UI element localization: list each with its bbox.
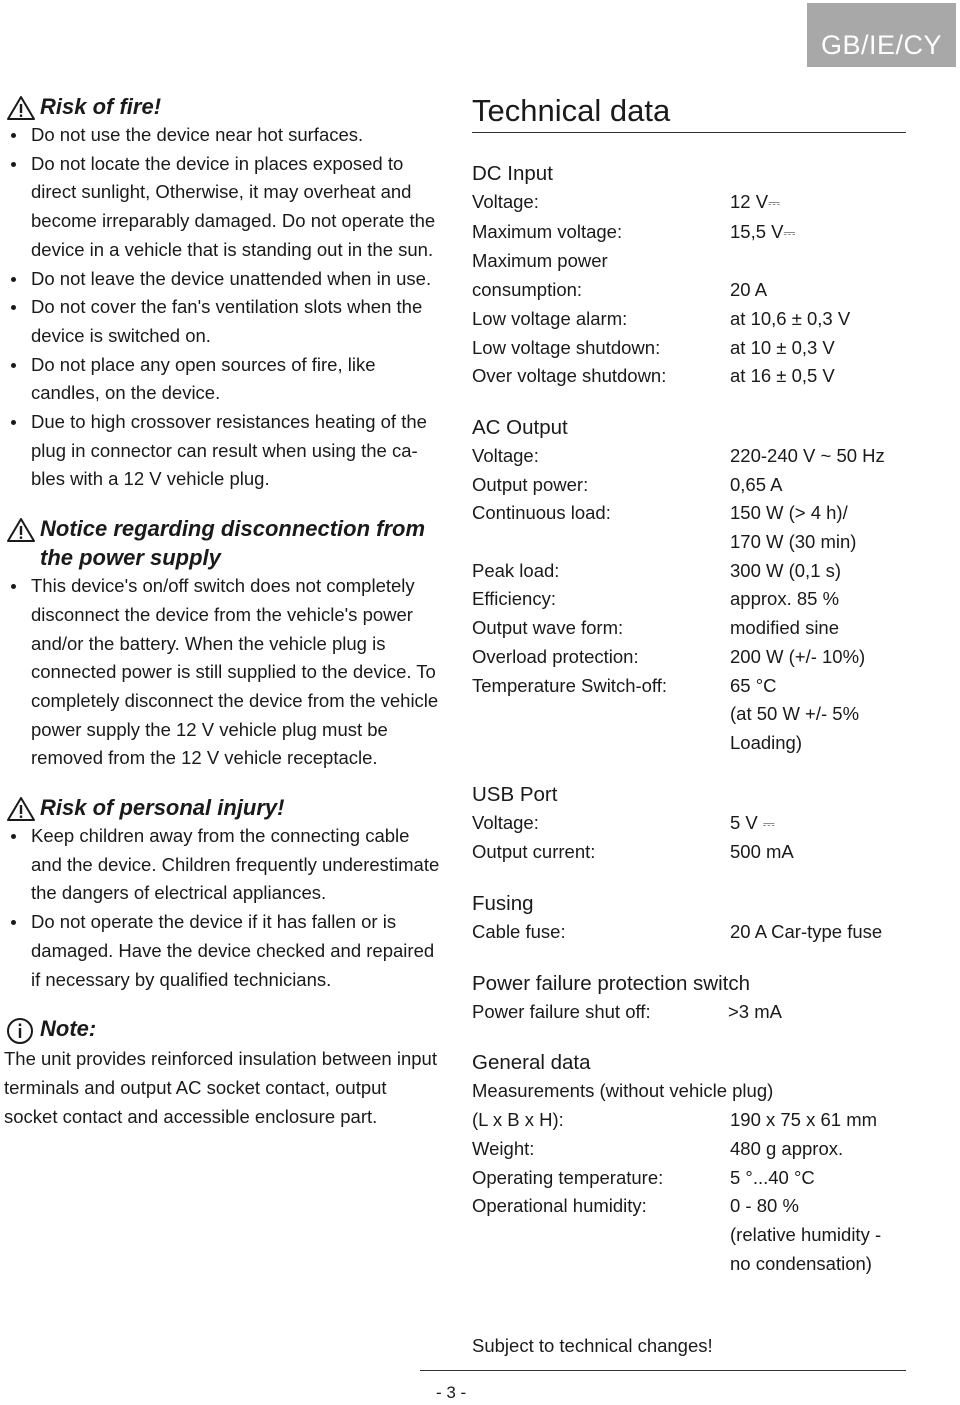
spec-label: Peak load:: [472, 559, 560, 581]
spec-value: 300 W (0,1 s): [730, 559, 842, 581]
spec-value: 5 °...40 °C: [730, 1166, 815, 1188]
spec-value: 65 °C: [730, 674, 777, 696]
spec-row: [472, 188, 906, 218]
spec-value: 0,65 A: [730, 473, 783, 495]
power-failure-section: [472, 969, 906, 1027]
list-item: Do not locate the device in places exposed to direct sunlight, Otherwise, it may overheat and become irreparably damaged. Do not operate the device in a vehicle that is standing out in the sun.: [4, 150, 444, 265]
spec-value-text: 12 V: [730, 191, 769, 212]
spec-value: [730, 247, 906, 276]
spec-label: [472, 700, 730, 729]
section-title: Fusing: [472, 892, 534, 916]
warning-triangle-icon: [6, 95, 36, 121]
spec-label: (L x B x H):: [472, 1109, 564, 1131]
section-title: AC Output: [472, 415, 568, 439]
spec-label: Temperature Switch-off:: [472, 674, 668, 696]
spec-value: 0 - 80 %: [730, 1195, 799, 1217]
spec-row: [472, 528, 906, 557]
spec-row: [472, 1192, 906, 1221]
notice-list: [4, 572, 444, 773]
spec-row: [472, 499, 906, 528]
spec-value: 500 mA: [730, 841, 794, 863]
spec-value: modified sine: [730, 617, 840, 639]
warning-triangle-icon: [6, 517, 36, 543]
spec-value: 150 W (> 4 h)/: [730, 502, 848, 524]
spec-row: [472, 557, 906, 586]
dc-symbol-icon: ⎓: [768, 194, 780, 212]
spec-row: [472, 1106, 906, 1135]
spec-label: Weight:: [472, 1137, 535, 1159]
language-tab: [807, 3, 956, 67]
spec-label: [472, 1250, 730, 1279]
risk-injury-title: Risk of personal injury!: [40, 795, 285, 821]
spec-value: 190 x 75 x 61 mm: [730, 1109, 878, 1131]
spec-row: [472, 1164, 906, 1193]
spec-row: [472, 442, 906, 471]
spec-value-text: 5 V: [730, 811, 758, 833]
ac-output-section: [472, 413, 906, 758]
section-title: Power failure protection switch: [472, 971, 751, 995]
spec-row: [472, 918, 906, 947]
technical-data-title: Technical data: [472, 92, 906, 133]
spec-row: [472, 362, 906, 391]
spec-value: 20 A Car-type fuse: [730, 921, 883, 943]
spec-label: Maximum power: [472, 250, 608, 272]
spec-row: [472, 1135, 906, 1164]
spec-label: [472, 1221, 730, 1250]
spec-label: Measurements (without vehicle plug): [472, 1080, 774, 1102]
spec-label: Low voltage alarm:: [472, 307, 628, 329]
language-tab-label: GB/IE/CY: [820, 30, 943, 60]
spec-value-text: 15,5 V: [730, 220, 784, 242]
spec-label: Output current:: [472, 841, 596, 863]
spec-label: Efficiency:: [472, 588, 556, 610]
list-item: Due to high crossover resistances heating of the plug in connector can result when using the ca-bles with a 12 V vehicle plug.: [4, 408, 444, 494]
notice-title: [40, 514, 444, 572]
subject-to-changes: Subject to technical changes!: [472, 1335, 713, 1356]
spec-value: 170 W (30 min): [730, 531, 857, 553]
spec-value: 20 A: [730, 279, 768, 301]
note-title: Note:: [40, 1016, 97, 1042]
spec-label: Low voltage shutdown:: [472, 336, 661, 358]
spec-value: (relative humidity -: [730, 1223, 882, 1245]
spec-row: [472, 672, 906, 701]
list-item: Do not use the device near hot surfaces.: [4, 121, 444, 150]
spec-label: Operational humidity:: [472, 1195, 647, 1217]
dc-symbol-icon: ⎓: [762, 814, 774, 833]
list-item: Do not place any open sources of fire, like candles, on the device.: [4, 351, 444, 408]
spec-label: Operating temperature:: [472, 1166, 664, 1188]
spec-row: [472, 247, 906, 276]
spec-row: [472, 1077, 906, 1106]
spec-row: [472, 334, 906, 363]
spec-value: [730, 809, 906, 839]
spec-row: [472, 305, 906, 334]
spec-row: [472, 218, 906, 248]
notice-title-line1: Notice regarding disconnection from: [40, 516, 426, 542]
spec-label: Cable fuse:: [472, 921, 566, 943]
list-item: Keep children away from the connecting cable and the device. Children frequently underestimate the dangers of electrical appliances.: [4, 822, 444, 908]
note-text: The unit provides reinforced insulation between input terminals and output AC socket contact, output socket contact and accessible enclosure part.: [4, 1048, 437, 1127]
risk-fire-title: Risk of fire!: [40, 94, 162, 119]
spec-value: 480 g approx.: [730, 1137, 844, 1159]
left-column: [4, 92, 444, 1131]
spec-row: [472, 838, 906, 867]
fusing-section: [472, 889, 906, 947]
spec-row: [472, 998, 906, 1027]
spec-label: consumption:: [472, 279, 583, 301]
spec-label: Continuous load:: [472, 502, 611, 524]
spec-row: [472, 643, 906, 672]
notice-heading: [6, 514, 444, 572]
section-title: General data: [472, 1051, 591, 1075]
spec-value: 200 W (+/- 10%): [730, 645, 866, 667]
spec-value: Loading): [730, 731, 803, 753]
dc-symbol-icon: ⎓: [783, 223, 795, 242]
section-title: DC Input: [472, 162, 553, 185]
spec-row: [472, 809, 906, 839]
spec-label: [472, 729, 730, 758]
spec-value: >3 mA: [728, 1000, 782, 1022]
spec-label: Voltage:: [472, 191, 539, 212]
footer-divider: [420, 1370, 906, 1371]
spec-row: [472, 585, 906, 614]
list-item: Do not cover the fan's ventilation slots when the device is switched on.: [4, 293, 444, 350]
spec-row: [472, 700, 906, 729]
spec-value: no condensation): [730, 1252, 872, 1274]
spec-row: [472, 276, 906, 305]
spec-row: [472, 614, 906, 643]
notice-title-line2: the power supply: [40, 545, 221, 571]
spec-label: Voltage:: [472, 811, 539, 833]
general-data-section: [472, 1048, 906, 1278]
list-item: Do not operate the device if it has fallen or is damaged. Have the device checked and repaired if necessary by qualified technicians.: [4, 908, 444, 994]
spec-label: Overload protection:: [472, 645, 639, 667]
spec-label: Power failure shut off:: [472, 1000, 651, 1022]
spec-row: [472, 1221, 906, 1250]
risk-injury-list: [4, 822, 444, 994]
dc-input-section: [472, 159, 906, 391]
spec-label: Output wave form:: [472, 617, 624, 639]
section-title: USB Port: [472, 782, 558, 806]
spec-value: [730, 188, 906, 218]
warning-triangle-icon: [6, 796, 36, 822]
risk-fire-heading: [6, 92, 444, 121]
page-number: - 3 -: [436, 1383, 467, 1402]
info-icon: [6, 1017, 36, 1045]
spec-value: at 10 ± 0,3 V: [730, 336, 835, 358]
usb-port-section: [472, 780, 906, 867]
spec-label: Output power:: [472, 473, 589, 495]
note-heading: [6, 1014, 444, 1045]
spec-row: [472, 471, 906, 500]
spec-value: 220-240 V ~ 50 Hz: [730, 444, 885, 466]
risk-injury-heading: [6, 793, 444, 822]
spec-value: approx. 85 %: [730, 588, 840, 610]
list-item: Do not leave the device unattended when in use.: [4, 265, 444, 294]
right-column: [472, 92, 906, 1278]
spec-row: [472, 729, 906, 758]
spec-label: Over voltage shutdown:: [472, 365, 667, 387]
list-item: This device's on/off switch does not completely disconnect the device from the vehicle's power and/or the battery. When the vehicle plug is connected power is still supplied to the device. To completely disconnect the device from the vehicle power supply the 12 V vehicle plug must be removed from the 12 V vehicle receptacle.: [4, 572, 444, 773]
spec-value: at 16 ± 0,5 V: [730, 365, 835, 387]
spec-label: [472, 528, 730, 557]
spec-label: Voltage:: [472, 444, 539, 466]
risk-fire-list: [4, 121, 444, 494]
spec-value: at 10,6 ± 0,3 V: [730, 307, 851, 329]
spec-label: Maximum voltage:: [472, 220, 623, 242]
spec-value: [730, 218, 906, 248]
spec-value: (at 50 W +/- 5%: [730, 703, 860, 725]
spec-row: [472, 1250, 906, 1279]
